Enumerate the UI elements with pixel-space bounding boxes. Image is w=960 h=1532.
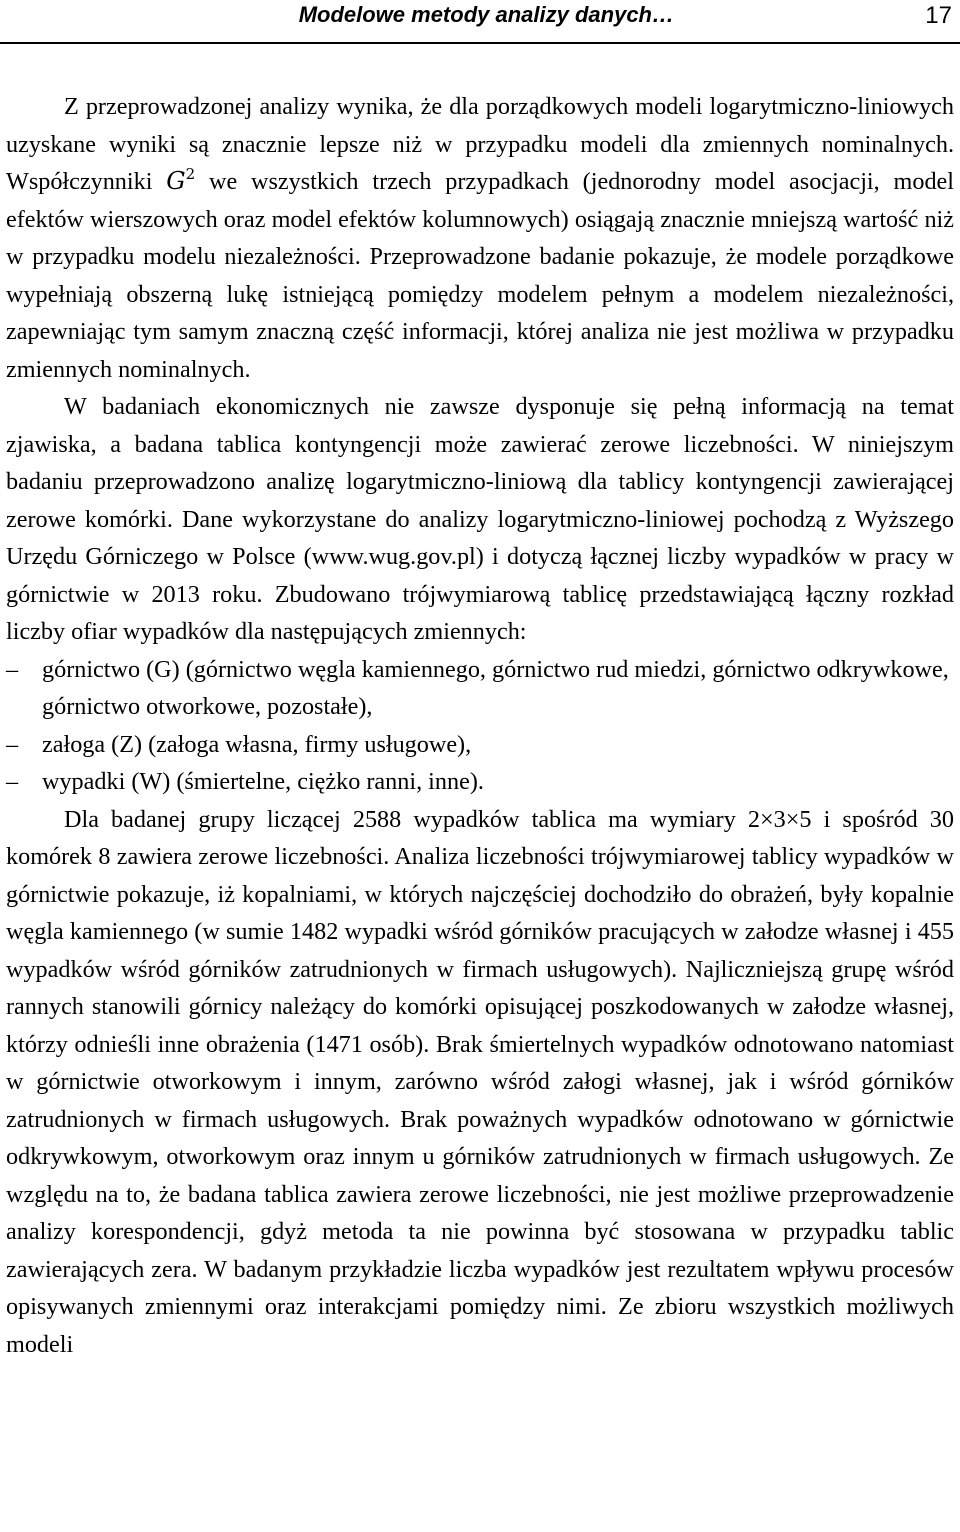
list-dash: –: [6, 730, 19, 758]
page-header: [0, 0, 960, 44]
list-item-text: załoga (Z) (załoga własna, firmy usługowe),: [42, 730, 472, 758]
list-item-text: wypadki (W) (śmiertelne, ciężko ranni, inne).: [42, 768, 484, 795]
list-dash: –: [6, 655, 19, 683]
paragraph-1: [6, 88, 954, 388]
list-item: [6, 651, 954, 726]
running-title: Modelowe metody analizy danych…: [298, 2, 674, 27]
page-number: 17: [925, 2, 952, 29]
body-text: [6, 88, 954, 1363]
variables-list: [6, 651, 954, 801]
list-item-text: górnictwo (G) (górnictwo węgla kamiennego, górnictwo rud miedzi, górnictwo odkrywkowe, górnictwo otworkowe, pozostałe),: [42, 655, 949, 720]
paragraph-2: W badaniach ekonomicznych nie zawsze dysponuje się pełną informacją na temat zjawiska, a badana tablica kontyngencji może zawierać zerowe liczebności. W niniejszym badaniu przeprowadzono analizę logarytmiczno-liniową dla tablicy kontyngencji zawierającej zerowe komórki. Dane wykorzystane do analizy logarytmiczno-liniowej pochodzą z Wyższego Urzędu Górniczego w Polsce (www.wug.gov.pl) i dotyczą łącznej liczby wypadków w pracy w górnictwie w 2013 roku. Zbudowano trójwymiarową tablicę przedstawiającą łączny rozkład liczby ofiar wypadków dla następujących zmiennych:: [6, 393, 954, 645]
g-squared-symbol: [166, 167, 195, 195]
g-symbol-exponent: 2: [185, 165, 196, 183]
paragraph-3: Dla badanej grupy liczącej 2588 wypadków tablica ma wymiary 2×3×5 i spośród 30 komórek 8 zawiera zerowe liczebności. Analiza liczebności trójwymiarowej tablicy wypadków w górnictwie pokazuje, iż kopalniami, w których najczęściej dochodziło do obrażeń, były kopalnie węgla kamiennego (w sumie 1482 wypadki wśród górników pracujących w załodze własnej i 455 wypadków wśród górników zatrudnionych w firmach usługowych). Najliczniejszą grupę wśród rannych stanowili górnicy należący do komórki opisującej poszkodowanych w załodze własnej, którzy odnieśli inne obrażenia (1471 osób). Brak śmiertelnych wypadków odnotowano natomiast w górnictwie otworkowym i innym, zarówno wśród załogi własnej, jak i wśród górników zatrudnionych w firmach usługowych. Brak poważnych wypadków odnotowano w górnictwie odkrywkowym, otworkowym oraz innym u górników zatrudnionych w firmach usługowych. Ze względu na to, że badana tablica zawiera zerowe liczebności, nie jest możliwe przeprowadzenie analizy korespondencji, gdyż metoda ta nie powinna być stosowana w przypadku tablic zawierających zera. W badanym przykładzie liczba wypadków jest rezultatem wpływu procesów opisywanych zmiennymi oraz interakcjami pomiędzy nimi. Ze zbioru wszystkich możliwych modeli: [6, 805, 954, 1358]
list-item: [6, 726, 954, 764]
paragraph-1-part-1: Z przeprowadzonej analizy wynika, że dla porządkowych modeli logarytmiczno-liniowych uzyskane wyniki są znacznie lepsze niż w przypadku modeli dla zmiennych nominalnych. Współczynniki: [6, 93, 954, 195]
paragraph-1-part-2: we wszystkich trzech przypadkach (jednorodny model asocjacji, model efektów wierszowych oraz model efektów kolumnowych) osiągają znacznie mniejszą wartość niż w przypadku modelu niezależności. Przeprowadzone badanie pokazuje, że modele porządkowe wypełniają obszerną lukę istniejącą pomiędzy modelem pełnym a modelem niezależności, zapewniając tym samym znaczną część informacji, której analiza nie jest możliwa w przypadku zmiennych nominalnych.: [6, 168, 954, 383]
list-dash: –: [6, 768, 19, 795]
g-symbol-base: G: [166, 167, 186, 195]
list-item: [6, 763, 954, 801]
